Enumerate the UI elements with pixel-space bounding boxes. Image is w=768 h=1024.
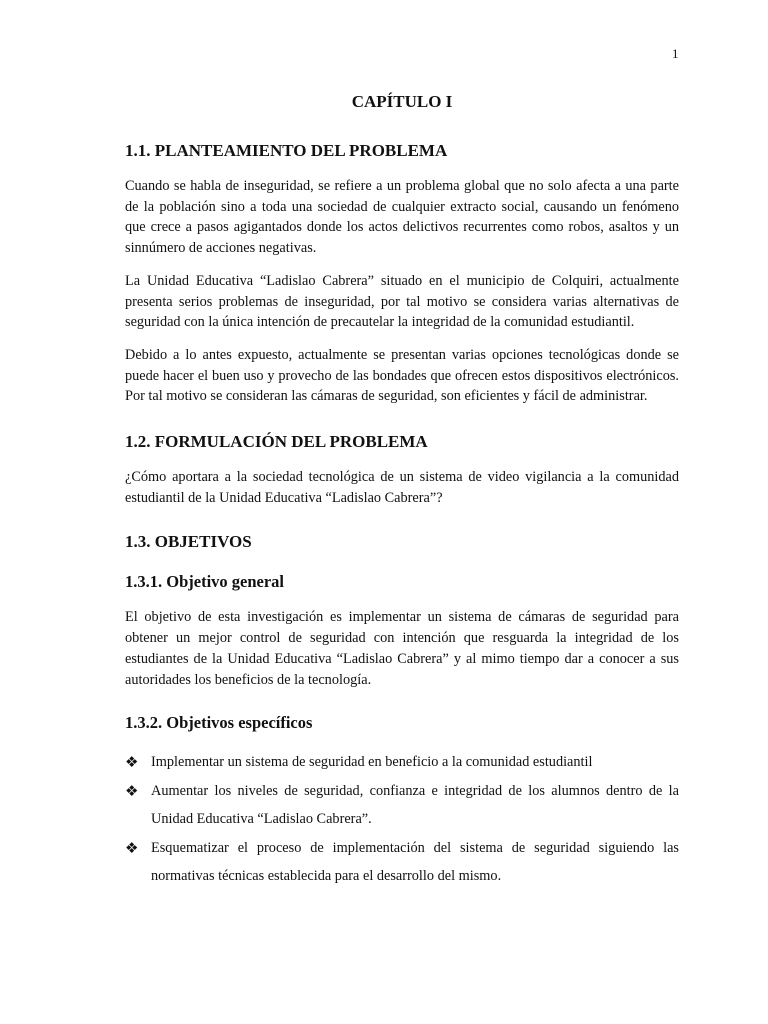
paragraph: El objetivo de esta investigación es implementar un sistema de cámaras de seguridad para obtener un mejor control de seguridad con intención que resguarda la integridad de los estudiantes de la Unidad Educativa “Ladislao Cabrera” y al mimo tiempo dar a conocer a sus autoridades los beneficios de la tecnología. <box>125 609 679 688</box>
list-item-text: Esquematizar el proceso de implementación del sistema de seguridad siguiendo las normativas técnicas establecida para el desarrollo del mismo. <box>151 839 679 885</box>
list-item <box>125 748 679 777</box>
section-heading-planteamiento: 1.1. PLANTEAMIENTO DEL PROBLEMA <box>125 141 448 160</box>
subsection-heading-objetivo-general: 1.3.1. Objetivo general <box>125 572 285 592</box>
objectives-list <box>125 748 679 891</box>
list-item-text: Aumentar los niveles de seguridad, confianza e integridad de los alumnos dentro de la Unidad Educativa “Ladislao Cabrera”. <box>151 782 679 828</box>
page-number: 1 <box>672 46 679 61</box>
diamond-bullet-icon: ❖ <box>125 781 139 800</box>
document-body <box>125 92 679 891</box>
diamond-bullet-icon: ❖ <box>125 838 139 857</box>
paragraph: La Unidad Educativa “Ladislao Cabrera” situado en el municipio de Colquiri, actualmente presenta serios problemas de inseguridad, por tal motivo se considera varias alternativas de seguridad con la única intención de precautelar la integridad de la comunidad estudiantil. <box>125 272 679 331</box>
chapter-title: CAPÍTULO I <box>351 92 453 111</box>
paragraph: Cuando se habla de inseguridad, se refiere a un problema global que no solo afecta a una parte de la población sino a toda una sociedad de cualquier extracto social, causando un fenómeno que crece a pasos agigantados donde los actos delictivos recurrentes como robos, asaltos y un sinnúmero de acciones negativas. <box>125 178 679 257</box>
paragraph: ¿Cómo aportara a la sociedad tecnológica de un sistema de video vigilancia a la comunidad estudiantil de la Unidad Educativa “Ladislao Cabrera”? <box>125 469 679 506</box>
list-item <box>125 777 679 834</box>
section-heading-formulacion: 1.2. FORMULACIÓN DEL PROBLEMA <box>125 432 428 452</box>
diamond-bullet-icon: ❖ <box>125 753 139 772</box>
list-item <box>125 834 679 891</box>
section-heading-objetivos: 1.3. OBJETIVOS <box>125 532 252 552</box>
paragraph: Debido a lo antes expuesto, actualmente se presentan varias opciones tecnológicas donde se puede hacer el buen uso y provecho de las bondades que ofrecen estos dispositivos electrónicos. Por tal motivo se consideran las cámaras de seguridad, son eficientes y fácil de administrar. <box>125 346 679 405</box>
list-item-text: Implementar un sistema de seguridad en beneficio a la comunidad estudiantil <box>151 754 593 771</box>
subsection-heading-objetivos-especificos: 1.3.2. Objetivos específicos <box>125 713 313 733</box>
